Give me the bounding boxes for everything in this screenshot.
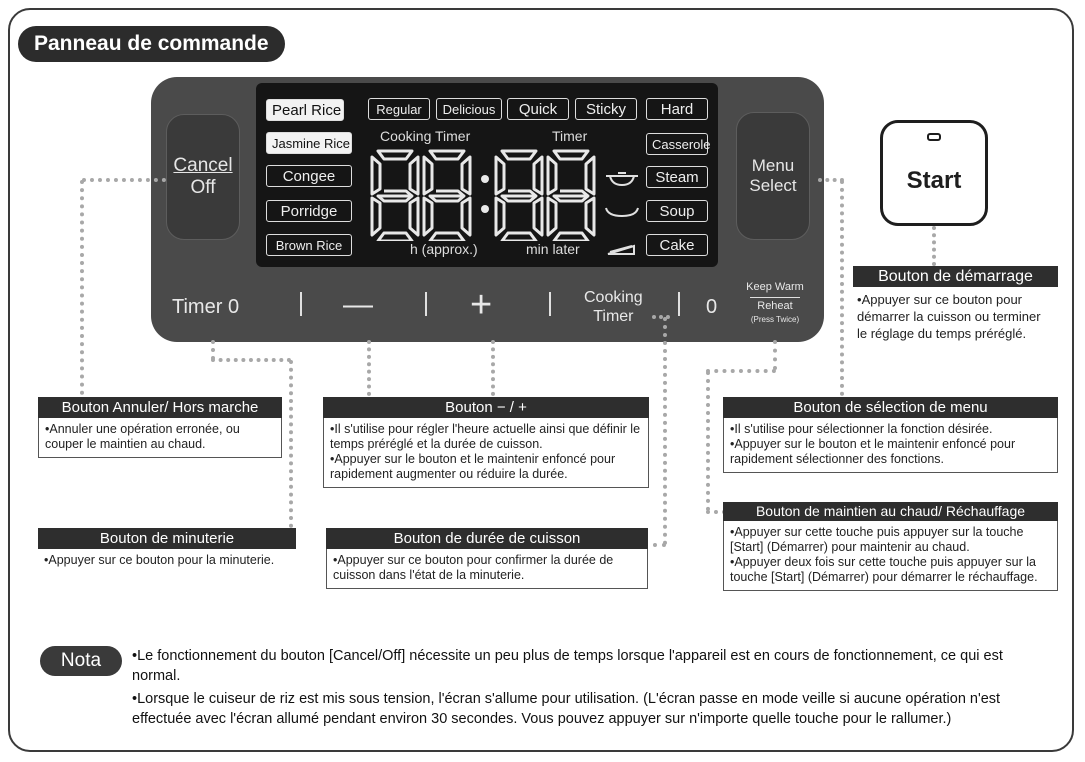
box-heading: Bouton de maintien au chaud/ Réchauffage	[723, 502, 1058, 521]
keep-warm-label: Keep Warm	[746, 281, 804, 293]
cancel-info-box	[38, 397, 282, 458]
connector-plus	[491, 340, 495, 396]
connector-menu	[840, 180, 844, 396]
mode-brown-rice: Brown Rice	[266, 234, 352, 256]
box-item: •Appuyer sur ce bouton pour confirmer la durée de cuisson dans l'état de la minuterie.	[333, 553, 614, 582]
separator	[425, 292, 427, 316]
press-twice-label: (Press Twice)	[750, 315, 800, 324]
box-item: •Appuyer deux fois sur cette touche puis appuyer sur la touche [Start] (Démarrer) pour démarrer le réchauffage.	[730, 555, 1038, 584]
box-item: •Appuyer sur le bouton et le maintenir enfoncé pour rapidement sélectionner des fonctions.	[730, 437, 1016, 466]
box-heading: Bouton de démarrage	[853, 266, 1058, 287]
page-title: Panneau de commande	[18, 26, 285, 62]
mode-soup: Soup	[646, 200, 708, 222]
nota-text	[132, 646, 1032, 732]
plus-button[interactable]: +	[470, 284, 493, 326]
minus-plus-info-box	[323, 397, 649, 488]
bowl-icon	[604, 204, 640, 218]
texture-quick: Quick	[507, 98, 569, 120]
cooking-timer-button[interactable]	[584, 288, 643, 326]
separator	[300, 292, 302, 316]
mode-casserole: Casserole	[646, 133, 708, 155]
divider	[750, 297, 800, 298]
cake-icon	[606, 236, 636, 256]
connector-timer	[211, 340, 215, 360]
timer-zero-label: 0	[227, 296, 240, 318]
pot-icon	[604, 170, 640, 186]
connector-timer	[289, 360, 293, 528]
minus-button[interactable]: —	[343, 288, 373, 321]
mode-cake: Cake	[646, 234, 708, 256]
reheat-label: Reheat	[757, 300, 793, 312]
connector-cooktime	[652, 315, 670, 319]
cooking-time-info-box	[326, 528, 648, 589]
digit-display	[368, 147, 598, 241]
mode-pearl-rice: Pearl Rice	[266, 99, 344, 121]
mode-steam: Steam	[646, 166, 708, 188]
connector-minus	[367, 340, 371, 396]
select-label: Select	[749, 176, 797, 195]
start-label: Start	[906, 167, 962, 194]
connector-cooktime	[663, 317, 667, 545]
connector-start	[932, 226, 936, 266]
box-item: •Il s'utilise pour régler l'heure actuelle ainsi que définir le temps préréglé et la durée de cuisson.	[330, 422, 641, 451]
connector-timer	[211, 358, 291, 362]
cancel-label: Cancel	[173, 155, 233, 176]
separator	[678, 292, 680, 316]
keep-warm-reheat-button[interactable]	[736, 281, 814, 326]
hours-indicator: h (approx.)	[410, 241, 478, 257]
nota-item: •Lorsque le cuiseur de riz est mis sous tension, l'écran s'allume pour utilisation. (L'écran passe en mode veille si aucune opération n'est effectuée avec l'écran allumé pendant environ 30 secondes. Vous pouvez appuyer sur n'importe quelle touche pour le rallumer.)	[132, 691, 1001, 727]
minutes-later-indicator: min later	[526, 241, 580, 257]
nota-badge: Nota	[40, 646, 122, 676]
menu-label: Menu	[751, 156, 795, 175]
box-item: •Appuyer sur ce bouton pour démarrer la cuisson ou terminer le réglage du temps préréglé.	[857, 292, 1041, 341]
start-indicator-led	[927, 133, 941, 141]
menu-select-button[interactable]	[736, 112, 810, 240]
box-heading: Bouton Annuler/ Hors marche	[38, 397, 282, 418]
nota-item: •Le fonctionnement du bouton [Cancel/Off] nécessite un peu plus de temps lorsque l'appareil est en cours de fonctionnement, ce qui est normal.	[132, 648, 1003, 684]
texture-delicious: Delicious	[436, 98, 502, 120]
connector-keepwarm	[773, 340, 777, 370]
mode-jasmine-rice: Jasmine Rice	[266, 132, 352, 154]
box-heading: Bouton − / +	[323, 397, 649, 418]
start-info-box	[853, 266, 1058, 346]
timer-button[interactable]	[172, 296, 239, 319]
box-item: •Annuler une opération erronée, ou couper le maintien au chaud.	[45, 422, 240, 451]
texture-regular: Regular	[368, 98, 430, 120]
mode-congee: Congee	[266, 165, 352, 187]
box-item: •Appuyer sur le bouton et le maintenir enfoncé pour rapidement augmenter ou réduire la durée.	[330, 452, 616, 481]
box-heading: Bouton de minuterie	[38, 528, 296, 549]
timer-indicator: Timer	[552, 128, 588, 144]
box-heading: Bouton de sélection de menu	[723, 397, 1058, 418]
box-item: •Appuyer sur cette touche puis appuyer sur la touche [Start] (Démarrer) pour maintenir au chaud.	[730, 525, 1024, 554]
connector-cancel	[82, 178, 166, 182]
start-button[interactable]	[880, 120, 988, 226]
timer-info-box	[38, 528, 296, 573]
connector-cancel	[80, 180, 84, 395]
separator	[549, 292, 551, 316]
box-item: •Il s'utilise pour sélectionner la fonction désirée.	[730, 422, 993, 436]
connector-keepwarm	[706, 371, 710, 511]
timer-button-label: Timer	[172, 296, 223, 318]
keep-warm-info-box	[723, 502, 1058, 591]
off-label: Off	[190, 177, 216, 198]
keep-warm-zero: 0	[706, 296, 718, 318]
connector-keepwarm	[706, 369, 776, 373]
mode-porridge: Porridge	[266, 200, 352, 222]
menu-select-info-box	[723, 397, 1058, 473]
box-item: •Appuyer sur ce bouton pour la minuterie.	[44, 553, 275, 567]
cancel-off-button[interactable]	[166, 114, 240, 240]
texture-sticky: Sticky	[575, 98, 637, 120]
texture-hard: Hard	[646, 98, 708, 120]
cooking-label: Cooking	[584, 289, 643, 306]
cooking-timer-indicator: Cooking Timer	[380, 128, 471, 144]
cooking-timer-label: Timer	[593, 308, 634, 325]
box-heading: Bouton de durée de cuisson	[326, 528, 648, 549]
